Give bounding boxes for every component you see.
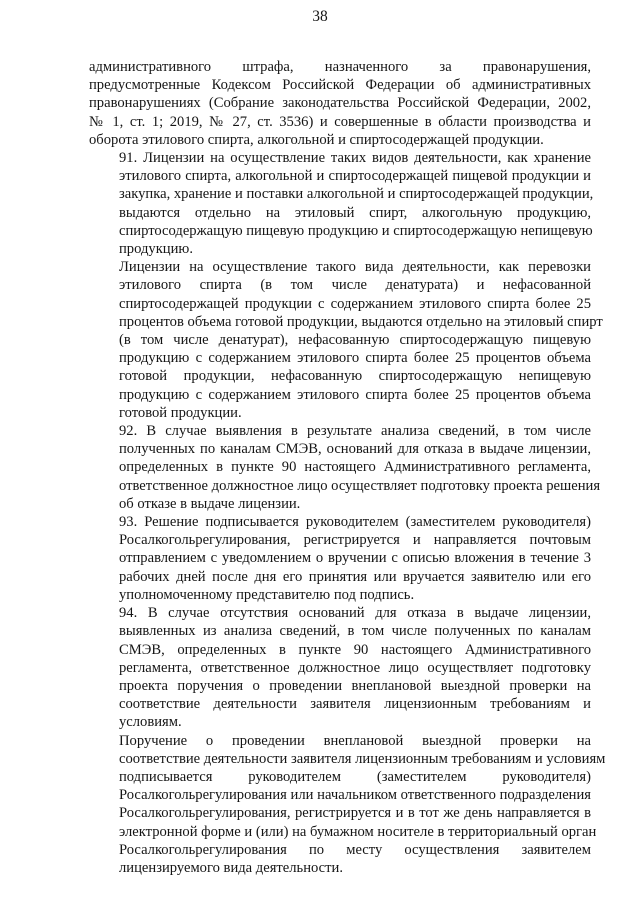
- text-line: уполномоченному представителю под подпись.: [119, 586, 415, 603]
- paragraph: [89, 258, 603, 422]
- page-number: 38: [312, 8, 328, 25]
- text-line: рабочих дней после дня его принятия или вручается заявителю или его: [119, 568, 591, 585]
- text-line: подписывается руководителем (заместителем руководителя): [119, 768, 591, 785]
- text-line: № 1, ст. 1; 2019, № 27, ст. 3536) и совершенные в области производства и: [89, 113, 591, 130]
- paragraph: [89, 513, 591, 604]
- text-line: определенных в пункте 90 настоящего Административного регламента,: [119, 459, 591, 476]
- paragraph: [89, 58, 591, 149]
- text-line: соответствие деятельности заявителя лицензионным требованиям и условиям: [119, 750, 606, 767]
- text-line: процентов объема готовой продукции, выдаются отдельно на этиловый спирт: [119, 313, 603, 330]
- text-line: готовой продукции, нефасованную спиртосодержащую непищевую: [119, 368, 591, 385]
- text-line: отправлением с уведомлением о вручении с описью вложения в течение 3: [119, 550, 591, 567]
- text-line: лицензируемого вида деятельности.: [119, 859, 343, 876]
- text-line: продукцию.: [119, 241, 193, 258]
- document-body: [89, 58, 606, 877]
- text-line: правонарушениях (Собрание законодательства Российской Федерации, 2002,: [89, 95, 591, 112]
- text-line: условиям.: [119, 714, 182, 731]
- text-line: СМЭВ, определенных в пункте 90 настоящего Административного: [119, 641, 591, 658]
- text-line: полученных по каналам СМЭВ, оснований для отказа в выдаче лицензии,: [119, 441, 591, 458]
- paragraph: [89, 422, 601, 513]
- text-line: об отказе в выдаче лицензии.: [119, 495, 301, 512]
- text-line: закупка, хранение и поставки алкогольной и спиртосодержащей продукции,: [119, 186, 594, 203]
- text-line: электронной форме и (или) на бумажном носителе в территориальный орган: [119, 823, 597, 840]
- text-line: ответственное должностное лицо осуществляет подготовку проекта решения: [119, 477, 601, 494]
- text-line: 91. Лицензии на осуществление таких видов деятельности, как хранение: [119, 150, 591, 167]
- paragraph: [89, 149, 594, 258]
- text-line: спиртосодержащей продукции с содержанием этилового спирта более 25: [119, 295, 591, 312]
- text-line: выдаются отдельно на этиловый спирт, алкогольную продукцию,: [119, 204, 591, 221]
- text-line: Поручение о проведении внеплановой выездной проверки на: [119, 732, 591, 749]
- text-line: Лицензии на осуществление такого вида деятельности, как перевозки: [119, 259, 591, 276]
- text-line: проекта поручения о проведении внеплановой выездной проверки на: [119, 677, 591, 694]
- text-line: 93. Решение подписывается руководителем (заместителем руководителя): [119, 514, 591, 531]
- text-line: предусмотренные Кодексом Российской Федерации об административных: [89, 77, 591, 94]
- text-line: Росалкогольрегулирования, регистрируется и в тот же день направляется в: [119, 805, 591, 822]
- text-line: выявленных из анализа сведений, в том числе полученных по каналам: [119, 623, 591, 640]
- text-line: регламента, ответственное должностное лицо осуществляет подготовку: [119, 659, 591, 676]
- text-line: (в том числе денатурат), нефасованную спиртосодержащую пищевую: [119, 332, 591, 349]
- text-line: оборота этилового спирта, алкогольной и спиртосодержащей продукции.: [89, 131, 544, 148]
- text-line: 94. В случае отсутствия оснований для отказа в выдаче лицензии,: [119, 605, 591, 622]
- text-line: этилового спирта (в том числе денатурата) и нефасованной: [119, 277, 591, 294]
- text-line: административного штрафа, назначенного за правонарушения,: [89, 59, 591, 75]
- text-line: готовой продукции.: [119, 404, 242, 421]
- text-line: соответствие деятельности заявителя лицензионным требованиям и: [119, 696, 591, 713]
- text-line: продукцию с содержанием этилового спирта более 25 процентов объема: [119, 386, 591, 403]
- text-line: Росалкогольрегулирования или начальником ответственного подразделения: [119, 787, 591, 804]
- paragraph: [89, 732, 606, 878]
- text-line: 92. В случае выявления в результате анализа сведений, в том числе: [119, 423, 591, 440]
- text-line: этилового спирта, алкогольной и спиртосодержащей пищевой продукции и: [119, 168, 591, 185]
- text-line: Росалкогольрегулирования по месту осуществления заявителем: [119, 841, 591, 858]
- paragraph: [89, 604, 591, 731]
- text-line: Росалкогольрегулирования, регистрируется и направляется почтовым: [119, 532, 591, 549]
- text-line: продукцию с содержанием этилового спирта более 25 процентов объема: [119, 350, 591, 367]
- text-line: спиртосодержащую пищевую продукцию и спиртосодержащую непищевую: [119, 222, 593, 239]
